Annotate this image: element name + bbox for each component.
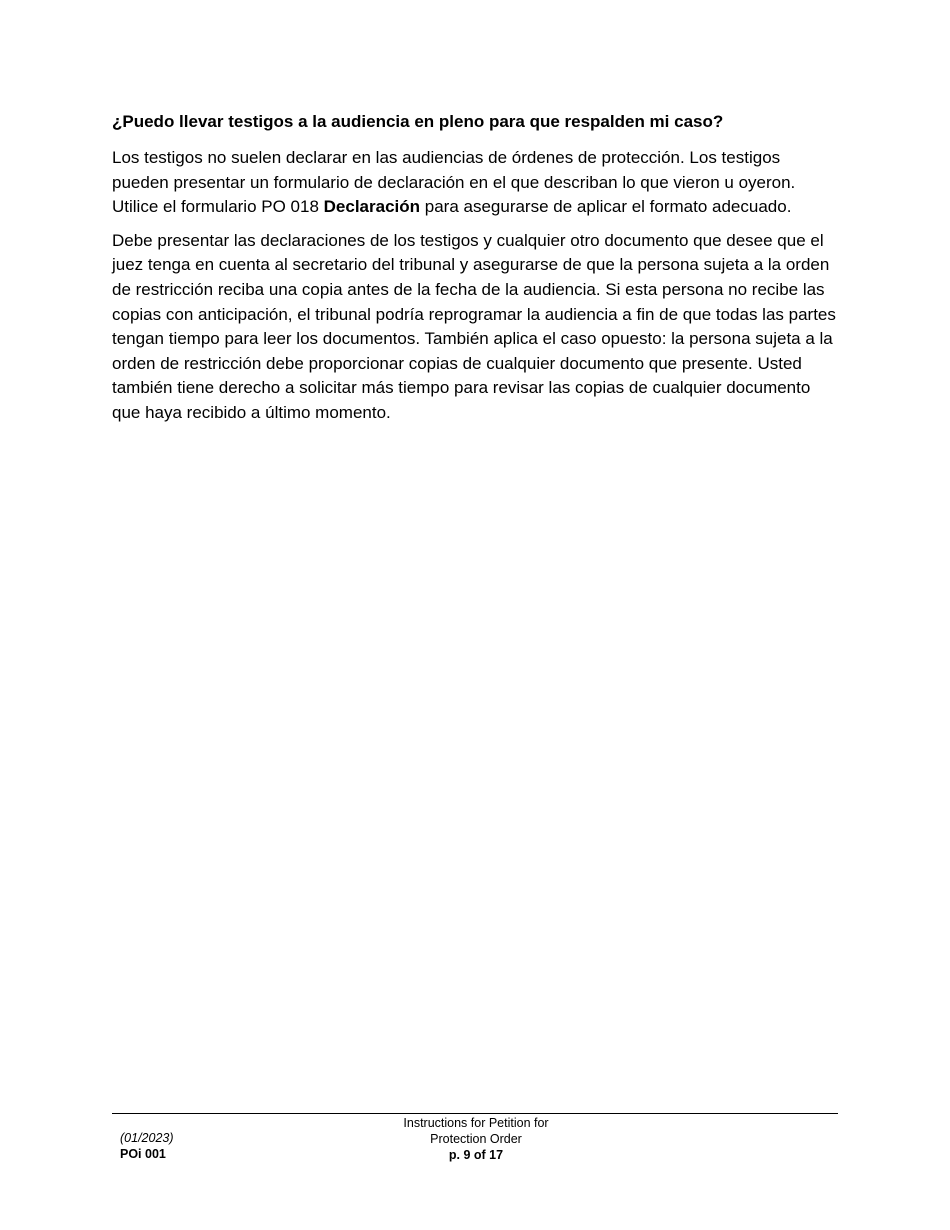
footer-left xyxy=(120,1130,174,1162)
footer-page-number: p. 9 of 17 xyxy=(448,1148,504,1162)
footer-center xyxy=(362,1115,590,1163)
paragraph-text: para asegurarse de aplicar el formato adecuado. xyxy=(420,197,792,217)
footer-title-line2: Protection Order xyxy=(430,1132,522,1146)
paragraph-text: Los testigos no suelen declarar en las audiencias de órdenes de protección. Los testigos pueden presentar un formulario de declaración en el que describan lo que vieron u oyeron. Utilice el formulario PO 018 xyxy=(112,148,796,217)
footer-title-line1: Instructions for Petition for xyxy=(403,1116,549,1130)
document-body xyxy=(112,110,840,435)
section-heading: ¿Puedo llevar testigos a la audiencia en pleno para que respalden mi caso? xyxy=(112,112,724,131)
footer-form-code: POi 001 xyxy=(120,1147,166,1161)
paragraph-documents: Debe presentar las declaraciones de los testigos y cualquier otro documento que desee que el juez tenga en cuenta al secretario del tribunal y asegurarse de que la persona sujeta a la orden de restricción reciba una copia antes de la fecha de la audiencia. Si esta persona no recibe las copias con anticipación, el tribunal podría reprogramar la audiencia a fin de que todas las partes tengan tiempo para leer los documentos. También aplica el caso opuesto: la persona sujeta a la orden de restricción debe proporcionar copias de cualquier documento que presente. Usted también tiene derecho a solicitar más tiempo para revisar las copias de cualquier documento que haya recibido a último momento. xyxy=(112,230,836,422)
footer-date: (01/2023) xyxy=(120,1131,174,1145)
page-footer xyxy=(112,1113,838,1174)
paragraph-witnesses xyxy=(112,146,840,220)
form-name-bold: Declaración xyxy=(323,197,421,217)
